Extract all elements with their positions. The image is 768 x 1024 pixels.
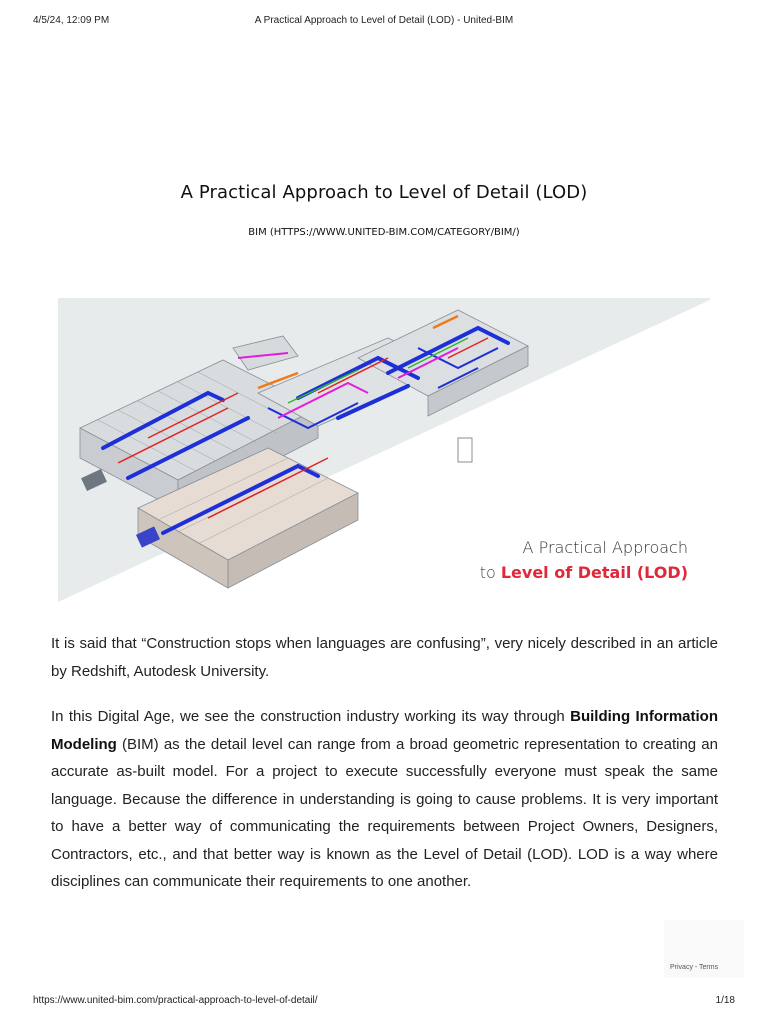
article-paragraph-1: It is said that “Construction stops when languages are confusing”, very nicely described in an article by Redshift, Autodesk University. [51, 635, 718, 680]
bim-term: Building Information Modeling [51, 708, 718, 753]
print-datetime: 4/5/24, 12:09 PM [33, 15, 110, 26]
print-url: https://www.united-bim.com/practical-approach-to-level-of-detail/ [33, 995, 318, 1006]
print-header [0, 15, 768, 31]
hero-caption-line1: A Practical Approach [522, 538, 688, 557]
recaptcha-badge[interactable] [664, 920, 744, 978]
hero-caption-line2 [448, 563, 688, 582]
print-page-title: A Practical Approach to Level of Detail (LOD) - United-BIM [254, 15, 514, 26]
recaptcha-links[interactable]: Privacy - Terms [670, 964, 719, 971]
print-page-number: 1/18 [715, 995, 735, 1006]
hero-caption-accent: Level of Detail (LOD) [500, 563, 688, 582]
paragraph-2-intro: In this Digital Age, we see the construction industry working its way through [51, 708, 571, 725]
hero-image [58, 298, 710, 602]
article-paragraph-2 [51, 703, 718, 896]
category-link[interactable]: BIM (HTTPS://WWW.UNITED-BIM.COM/CATEGORY/BIM/) [248, 227, 520, 238]
article-title: A Practical Approach to Level of Detail (LOD) [180, 182, 588, 203]
hero-caption-prefix: to [479, 563, 496, 582]
print-footer [0, 995, 768, 1011]
paragraph-2-body: (BIM) as the detail level can range from a broad geometric representation to creating an accurate as-built model. For a project to execute successfully everyone must speak the same language. Because the difference in understanding is going to cause problems. It is very important to have a better way of communicating the requirements between Project Owners, Designers, Contractors, etc., and that better way is known as the Level of Detail (LOD). LOD is a way where disciplines can communicate their requirements to one another. [51, 735, 718, 890]
